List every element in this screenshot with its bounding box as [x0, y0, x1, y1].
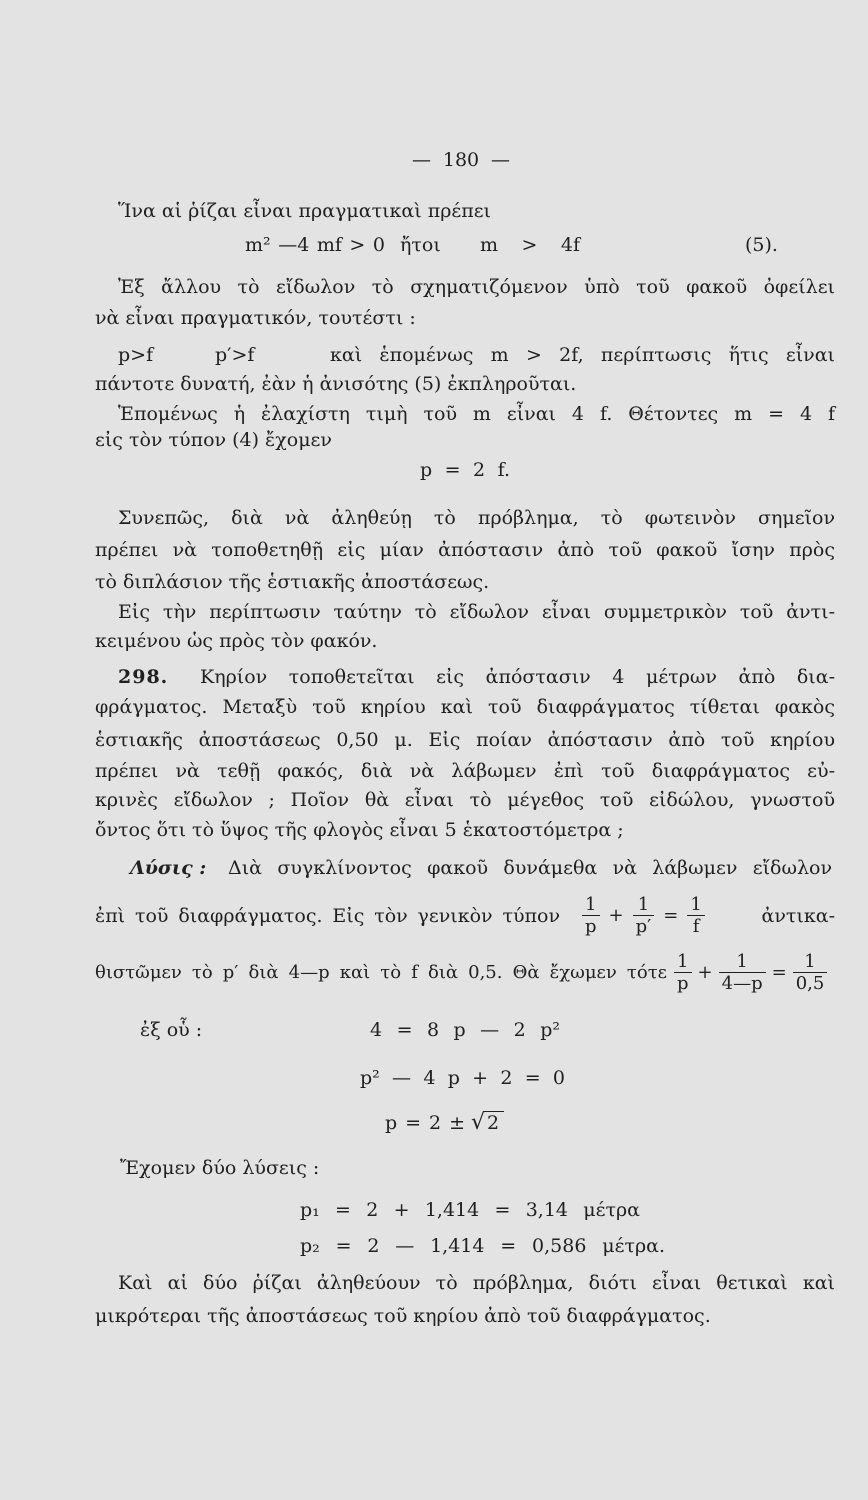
root-equation	[385, 1106, 504, 1138]
symmetry-line-2: κειμένου ὡς πρὸς τὸν φακόν.	[95, 630, 378, 652]
denominator: f	[692, 915, 700, 937]
roots-simplified: m > 4f	[480, 234, 580, 256]
final-line-1: Καὶ αἱ δύο ῥίζαι ἀληθεύουν τὸ πρόβλημα, διότι εἶναι θετικαὶ καὶ	[118, 1272, 835, 1294]
numerator: 1	[674, 951, 692, 973]
problem-line-2: φράγματος. Μεταξὺ τοῦ κηρίου καὶ τοῦ διαφράγματος τίθεται φακὸς	[95, 696, 835, 718]
plus-sign: +	[608, 904, 624, 926]
substituted-formula	[674, 950, 827, 994]
whence-label: ἐξ οὗ :	[140, 1019, 203, 1041]
conclusion-line-2: πρέπει νὰ τοποθετηθῇ εἰς μίαν ἀπόστασιν ἀπὸ τοῦ φακοῦ ἴσην πρὸς	[95, 539, 835, 561]
denominator: p	[677, 972, 689, 994]
final-line-2: μικρότεραι τῆς ἀποστάσεως τοῦ κηρίου ἀπὸ τοῦ διαφράγματος.	[95, 1305, 711, 1327]
roots-condition-intro: Ἵνα αἱ ῥίζαι εἶναι πραγματικαὶ πρέπει	[118, 200, 492, 222]
equation-2: p² — 4 p + 2 = 0	[360, 1067, 565, 1089]
minimum-line-1: Ἑπομένως ἡ ἐλαχίστη τιμὴ τοῦ m εἶναι 4 f. Θέτοντες m = 4 f	[118, 403, 835, 425]
symmetry-line-1: Εἰς τὴν περίπτωσιν ταύτην τὸ εἴδωλον εἶναι συμμετρικὸν τοῦ ἀντι-	[118, 601, 835, 623]
solution-line-2-end: ἀντικα-	[761, 905, 835, 927]
equation-1: 4 = 8 p — 2 p²	[370, 1019, 560, 1041]
two-solutions-label: Ἔχομεν δύο λύσεις :	[120, 1157, 320, 1179]
problem-line-5: κρινὲς εἴδωλον ; Ποῖον θὰ εἶναι τὸ μέγεθος τοῦ εἰδώλου, γνωστοῦ	[95, 789, 835, 811]
conclusion-line-1: Συνεπῶς, διὰ νὰ ἀληθεύῃ τὸ πρόβλημα, τὸ φωτεινὸν σημεῖον	[118, 507, 835, 529]
problem-line-6: ὄντος ὅτι τὸ ὕψος τῆς φλογὸς εἶναι 5 ἑκατοστόμετρα ;	[95, 819, 624, 841]
minimum-line-2: εἰς τὸν τύπον (4) ἔχομεν	[95, 429, 332, 451]
equals-sign: =	[771, 961, 787, 983]
roots-connector: ἤτοι	[400, 234, 441, 256]
fraction-one-over-half	[793, 951, 828, 994]
square-root-icon: √	[471, 1110, 486, 1135]
numerator: 1	[582, 894, 600, 916]
problem-line-4: πρέπει νὰ τεθῇ φακός, διὰ νὰ λάβωμεν ἐπὶ τοῦ διαφράγματος εὐ-	[95, 760, 835, 782]
fraction-one-over-p	[674, 951, 692, 994]
denominator: p′	[635, 915, 652, 937]
denominator: 0,5	[795, 972, 825, 994]
equation-label: (5).	[745, 234, 778, 256]
solution-line-3-text: θιστῶμεν τὸ p′ διὰ 4—p καὶ τὸ f διὰ 0,5. Θὰ ἔχωμεν τότε	[95, 962, 667, 983]
page-number: — 180 —	[412, 149, 510, 171]
minimum-result: p = 2 f.	[420, 459, 510, 481]
numerator: 1	[719, 951, 766, 973]
problem-line-1: Κηρίον τοποθετεῖται εἰς ἀπόστασιν 4 μέτρων ἀπὸ δια-	[200, 666, 835, 688]
roots-inequality: m² —4 mf > 0	[245, 234, 385, 256]
solution-line-1: Διὰ συγκλίνοντος φακοῦ δυνάμεθα νὰ λάβωμεν εἴδωλον	[228, 857, 832, 879]
numerator: 1	[793, 951, 828, 973]
fraction-one-over-p-prime	[633, 894, 655, 937]
solution-p2: p₂ = 2 — 1,414 = 0,586 μέτρα.	[300, 1235, 665, 1257]
numerator: 1	[633, 894, 655, 916]
fraction-one-over-p	[582, 894, 600, 937]
solution-line-2-text: ἐπὶ τοῦ διαφράγματος. Εἰς τὸν γενικὸν τύπον	[95, 905, 560, 927]
real-image-continuation: καὶ ἑπομένως m > 2f, περίπτωσις ἥτις εἶναι	[330, 344, 835, 366]
conclusion-line-3: τὸ διπλάσιον τῆς ἑστιακῆς ἀποστάσεως.	[95, 571, 490, 593]
real-image-closing: πάντοτε δυνατή, ἐὰν ἡ ἀνισότης (5) ἐκπληροῦται.	[95, 373, 577, 395]
fraction-one-over-f	[687, 894, 704, 937]
root-prefix: p = 2 ±	[385, 1112, 465, 1134]
denominator: 4—p	[721, 972, 763, 994]
real-image-line-2: νὰ εἶναι πραγματικόν, τουτέστι :	[95, 307, 416, 329]
radicand: 2	[484, 1111, 504, 1134]
equals-sign: =	[663, 904, 679, 926]
lens-formula	[582, 893, 705, 937]
solution-label: Λύσις :	[130, 857, 207, 879]
condition-p: p>f	[118, 344, 154, 366]
real-image-line-1: Ἐξ ἄλλου τὸ εἴδωλον τὸ σχηματιζόμενον ὑπὸ τοῦ φακοῦ ὀφείλει	[118, 276, 835, 298]
plus-sign: +	[697, 961, 713, 983]
fraction-one-over-four-minus-p	[719, 951, 766, 994]
condition-p-prime: p′>f	[215, 344, 255, 366]
problem-line-3: ἑστιακῆς ἀποστάσεως 0,50 μ. Εἰς ποίαν ἀπόστασιν ἀπὸ τοῦ κηρίου	[95, 729, 835, 751]
solution-p1: p₁ = 2 + 1,414 = 3,14 μέτρα	[300, 1199, 640, 1221]
numerator: 1	[687, 894, 704, 916]
denominator: p	[585, 915, 597, 937]
problem-number: 298.	[118, 666, 169, 688]
